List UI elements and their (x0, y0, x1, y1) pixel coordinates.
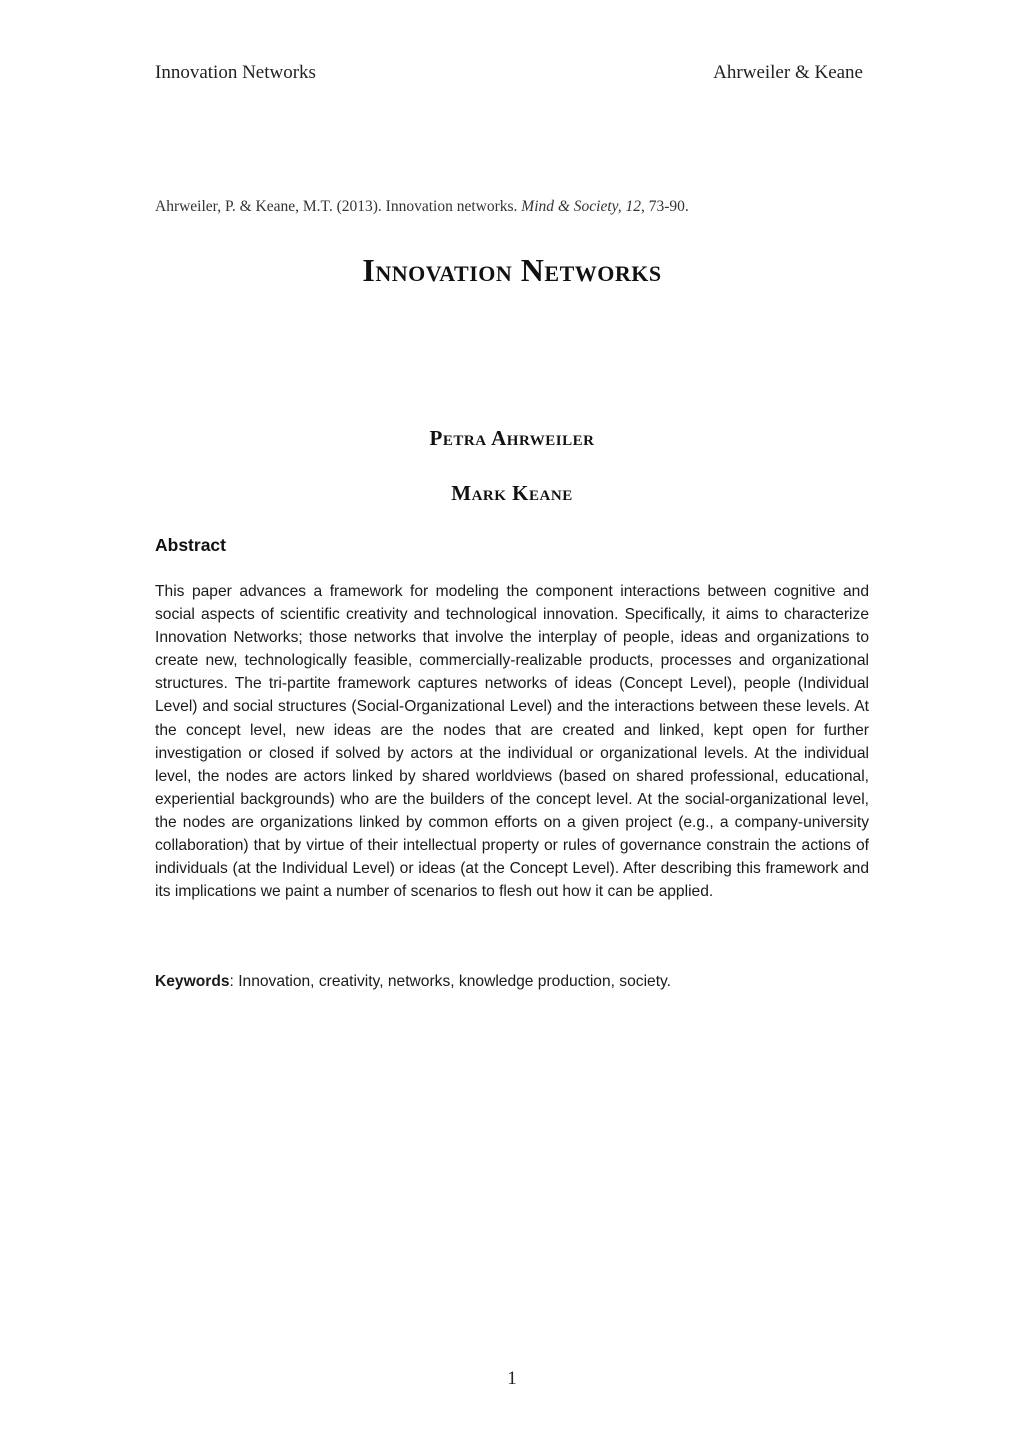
running-header (155, 62, 863, 84)
keywords (155, 970, 869, 993)
author-name: Mark Keane (451, 481, 573, 505)
running-header-right: Ahrweiler & Keane (713, 62, 863, 83)
citation-authors-title: Ahrweiler, P. & Keane, M.T. (2013). Innovation networks. (155, 198, 518, 215)
abstract-heading: Abstract (155, 535, 226, 555)
page-number: 1 (507, 1368, 517, 1389)
author-name: Petra Ahrweiler (429, 426, 595, 450)
citation-journal: Mind & Society, (521, 198, 622, 215)
paper-title: Innovation Networks (362, 252, 662, 288)
running-header-left: Innovation Networks (155, 62, 316, 83)
keywords-label: Keywords (155, 973, 230, 990)
abstract-text: This paper advances a framework for modeling the component interactions between cognitive and social aspects of scientific creativity and technological innovation. Specifically, it aims to characterize Innovation Networks; those networks that involve the interplay of people, ideas and organizations to create new, technologically feasible, commercially-realizable products, processes and organizational structures. The tri-partite framework captures networks of ideas (Concept Level), people (Individual Level) and social structures (Social-Organizational Level) and the interactions between these levels. At the concept level, new ideas are the nodes that are created and linked, kept open for further investigation or closed if solved by actors at the individual or organizational levels. At the individual level, the nodes are actors linked by shared worldviews (based on shared professional, educational, experiential backgrounds) who are the builders of the concept level. At the social-organizational level, the nodes are organizations linked by common efforts on a given project (e.g., a company-university collaboration) that by virtue of their intellectual property or rules of governance constrain the actions of individuals (at the Individual Level) or ideas (at the Concept Level). After describing this framework and its implications we paint a number of scenarios to flesh out how it can be applied. (155, 583, 869, 901)
keywords-separator: : (229, 973, 239, 990)
citation-pages: , 73-90. (640, 198, 689, 215)
keywords-text: Innovation, creativity, networks, knowledge production, society. (238, 973, 672, 990)
citation-volume: 12 (625, 198, 641, 215)
citation (155, 198, 869, 216)
